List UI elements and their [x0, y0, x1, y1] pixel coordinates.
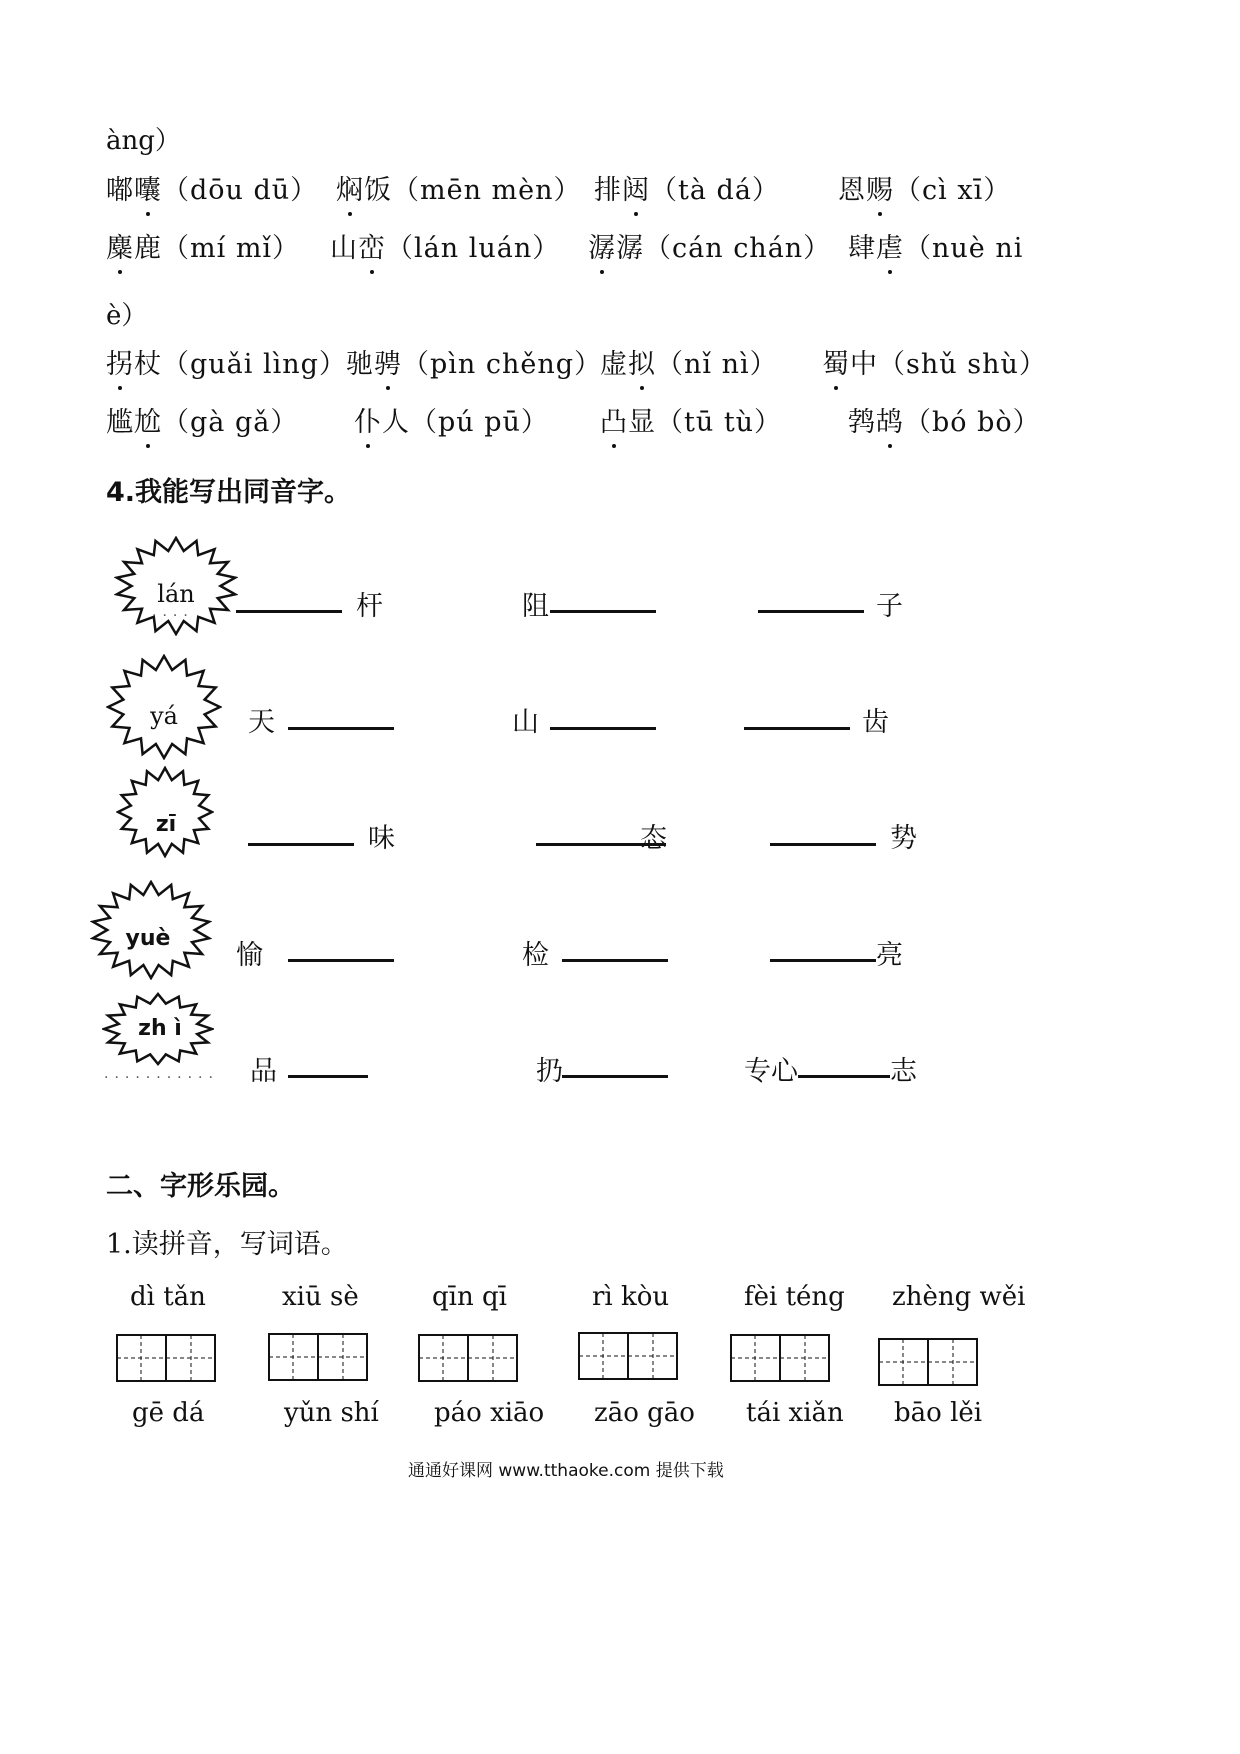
section2-title: 二、字形乐园。	[106, 1171, 295, 1202]
pinyin-options: （mēn mèn）	[392, 175, 582, 206]
carryover-text-top: àng）	[106, 126, 181, 156]
pinyin-choice-item	[336, 168, 582, 207]
answer-blank[interactable]	[550, 610, 656, 613]
word-pinyin: rì kòu	[592, 1282, 670, 1312]
word: 嘟囔	[106, 175, 162, 206]
homophone-pinyin-2: yá	[150, 702, 178, 730]
word: 麋鹿	[106, 233, 162, 264]
word: 尴尬	[106, 407, 162, 438]
pinyin-choice-item	[106, 400, 298, 439]
pinyin-options: （mí mǐ）	[162, 233, 301, 264]
homophone-pinyin-1: lán	[157, 580, 195, 608]
answer-blank[interactable]	[758, 610, 864, 613]
homophone-char: 阻	[522, 591, 549, 622]
homophone-char: 态	[640, 823, 667, 854]
homophone-char: 扔	[536, 1056, 563, 1087]
pinyin-options: （tà dá）	[650, 175, 780, 206]
word-pinyin: zāo gāo	[594, 1398, 695, 1428]
answer-blank[interactable]	[798, 1075, 890, 1078]
pinyin-options: （lán luán）	[386, 233, 561, 264]
subsection1-title: 1.读拼音，写词语。	[106, 1229, 348, 1260]
word: 拐杖	[106, 349, 162, 380]
pinyin-choice-item	[106, 342, 347, 381]
homophone-pinyin-4: yuè	[125, 926, 171, 951]
footer-credit: 通通好课网 www.tthaoke.com 提供下载	[408, 1461, 724, 1481]
word-pinyin: fèi téng	[744, 1282, 845, 1312]
homophone-char: 山	[512, 707, 539, 738]
word-pinyin: dì tǎn	[130, 1282, 206, 1312]
homophone-char: 志	[890, 1056, 917, 1087]
word: 肆虐	[848, 233, 904, 264]
pinyin-options: （dōu dū）	[162, 175, 319, 206]
pinyin-choice-item	[594, 168, 780, 207]
homophone-char: 品	[250, 1056, 277, 1087]
pinyin-options: （nuè ni	[904, 233, 1024, 264]
pinyin-choice-item	[588, 226, 831, 265]
pinyin-choice-item	[330, 226, 560, 265]
homophone-char: 子	[876, 591, 903, 622]
pinyin-choice-item	[600, 342, 778, 381]
word-pinyin: xiū sè	[282, 1282, 359, 1312]
pinyin-choice-item	[106, 168, 318, 207]
pinyin-options: （pìn chěng）	[402, 349, 603, 380]
pinyin-options: （gà gǎ）	[162, 407, 299, 438]
answer-blank[interactable]	[288, 959, 394, 962]
answer-blank[interactable]	[770, 959, 876, 962]
pinyin-choice-item	[354, 400, 549, 439]
answer-blank[interactable]	[770, 843, 876, 846]
homophone-char: 杆	[356, 591, 383, 622]
word-pinyin: zhèng wěi	[892, 1282, 1026, 1312]
homophone-char: 势	[890, 823, 917, 854]
writing-grid[interactable]	[578, 1332, 688, 1384]
word: 排闼	[594, 175, 650, 206]
homophone-char: 检	[522, 940, 549, 971]
pinyin-choice-item	[848, 400, 1041, 439]
word-pinyin: bāo lěi	[894, 1398, 983, 1428]
pinyin-options: （shǔ shù）	[878, 349, 1047, 380]
answer-blank[interactable]	[236, 610, 342, 613]
answer-blank[interactable]	[288, 727, 394, 730]
answer-blank[interactable]	[562, 1075, 668, 1078]
word: 山峦	[330, 233, 386, 264]
dot-leader: ....	[152, 604, 194, 620]
pinyin-options: （cì xī）	[894, 175, 1012, 206]
word: 恩赐	[838, 175, 894, 206]
carryover-text-mid: è）	[106, 301, 148, 331]
dot-leader: ...........	[104, 1066, 219, 1082]
homophone-char: 齿	[862, 707, 889, 738]
answer-blank[interactable]	[550, 727, 656, 730]
pinyin-choice-item	[848, 226, 1023, 265]
word: 虚拟	[600, 349, 656, 380]
homophone-char: 亮	[876, 940, 903, 971]
writing-grid[interactable]	[730, 1334, 840, 1386]
word-pinyin: tái xiǎn	[746, 1398, 844, 1428]
answer-blank[interactable]	[288, 1075, 368, 1078]
writing-grid[interactable]	[418, 1334, 528, 1386]
word: 鹁鸪	[848, 407, 904, 438]
pinyin-choice-item	[822, 342, 1047, 381]
pinyin-options: （tū tù）	[656, 407, 783, 438]
pinyin-choice-item	[346, 342, 602, 381]
pinyin-options: （nǐ nì）	[656, 349, 778, 380]
writing-grid[interactable]	[268, 1333, 378, 1385]
word-pinyin: yǔn shí	[284, 1398, 379, 1428]
homophone-char: 味	[368, 823, 395, 854]
pinyin-choice-item	[106, 226, 300, 265]
writing-grid[interactable]	[116, 1334, 226, 1386]
answer-blank[interactable]	[744, 727, 850, 730]
word: 仆人	[354, 407, 410, 438]
word-pinyin: qīn qī	[432, 1282, 507, 1312]
writing-grid[interactable]	[878, 1338, 988, 1390]
answer-blank[interactable]	[562, 959, 668, 962]
pinyin-choice-item	[838, 168, 1011, 207]
homophone-char: 专心	[744, 1056, 798, 1087]
word: 焖饭	[336, 175, 392, 206]
pinyin-options: （pú pū）	[410, 407, 549, 438]
section4-title: 4.我能写出同音字。	[106, 477, 352, 508]
word: 驰骋	[346, 349, 402, 380]
word: 潺潺	[588, 233, 644, 264]
homophone-char: 天	[248, 707, 275, 738]
pinyin-options: （guǎi lìng）	[162, 349, 347, 380]
pinyin-options: （cán chán）	[644, 233, 832, 264]
answer-blank[interactable]	[248, 843, 354, 846]
pinyin-options: （bó bò）	[904, 407, 1041, 438]
homophone-pinyin-3: zī	[155, 812, 177, 837]
word-pinyin: páo xiāo	[434, 1398, 545, 1428]
word-pinyin: gē dá	[132, 1398, 205, 1428]
word: 凸显	[600, 407, 656, 438]
pinyin-choice-item	[600, 400, 782, 439]
word: 蜀中	[822, 349, 878, 380]
homophone-pinyin-5: zh ì	[138, 1016, 182, 1041]
homophone-char: 愉	[236, 940, 263, 971]
